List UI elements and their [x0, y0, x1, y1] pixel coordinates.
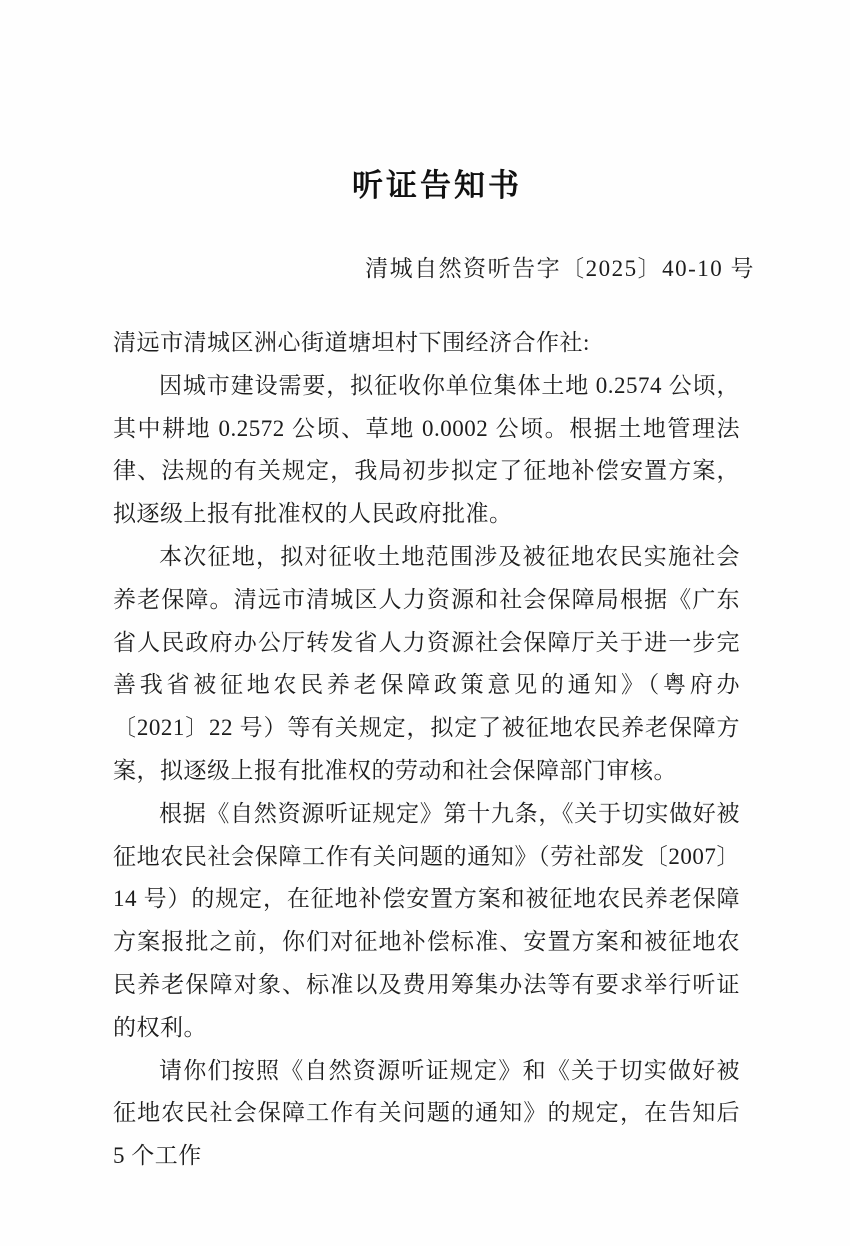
document-reference-number: 清城自然资听告字〔2025〕40-10 号: [365, 256, 755, 281]
body-paragraph-2: 本次征地，拟对征收土地范围涉及被征地农民实施社会养老保障。清远市清城区人力资源和社会保障局根据《广东省人民政府办公厅转发省人力资源社会保障厅关于进一步完善我省被征地农民养老保障政策意见的通知》（粤府办〔2021〕22 号）等有关规定，拟定了被征地农民养老保障方案，拟逐级上报有批准权的劳动和社会保障部门审核。: [113, 543, 740, 783]
body-paragraph-3: 根据《自然资源听证规定》第十九条，《关于切实做好被征地农民社会保障工作有关问题的通知》（劳社部发〔2007〕14 号）的规定，在征地补偿安置方案和被征地农民养老保障方案报批之前，你们对征地补偿标准、安置方案和被征地农民养老保障对象、标准以及费用筹集办法等有要求举行听证的权利。: [113, 800, 740, 1040]
document-title: 听证告知书: [352, 168, 522, 203]
document-body: [113, 322, 740, 1178]
body-paragraph-1: 因城市建设需要，拟征收你单位集体土地 0.2574 公顷，其中耕地 0.2572 公顷、草地 0.0002 公顷。根据土地管理法律、法规的有关规定，我局初步拟定了征地补偿安置方案，拟逐级上报有批准权的人民政府批准。: [113, 372, 740, 527]
body-paragraph-4: 请你们按照《自然资源听证规定》和《关于切实做好被征地农民社会保障工作有关问题的通知》的规定，在告知后 5 个工作: [113, 1057, 740, 1169]
salutation-line: 清远市清城区洲心街道塘坦村下围经济合作社:: [113, 330, 590, 355]
